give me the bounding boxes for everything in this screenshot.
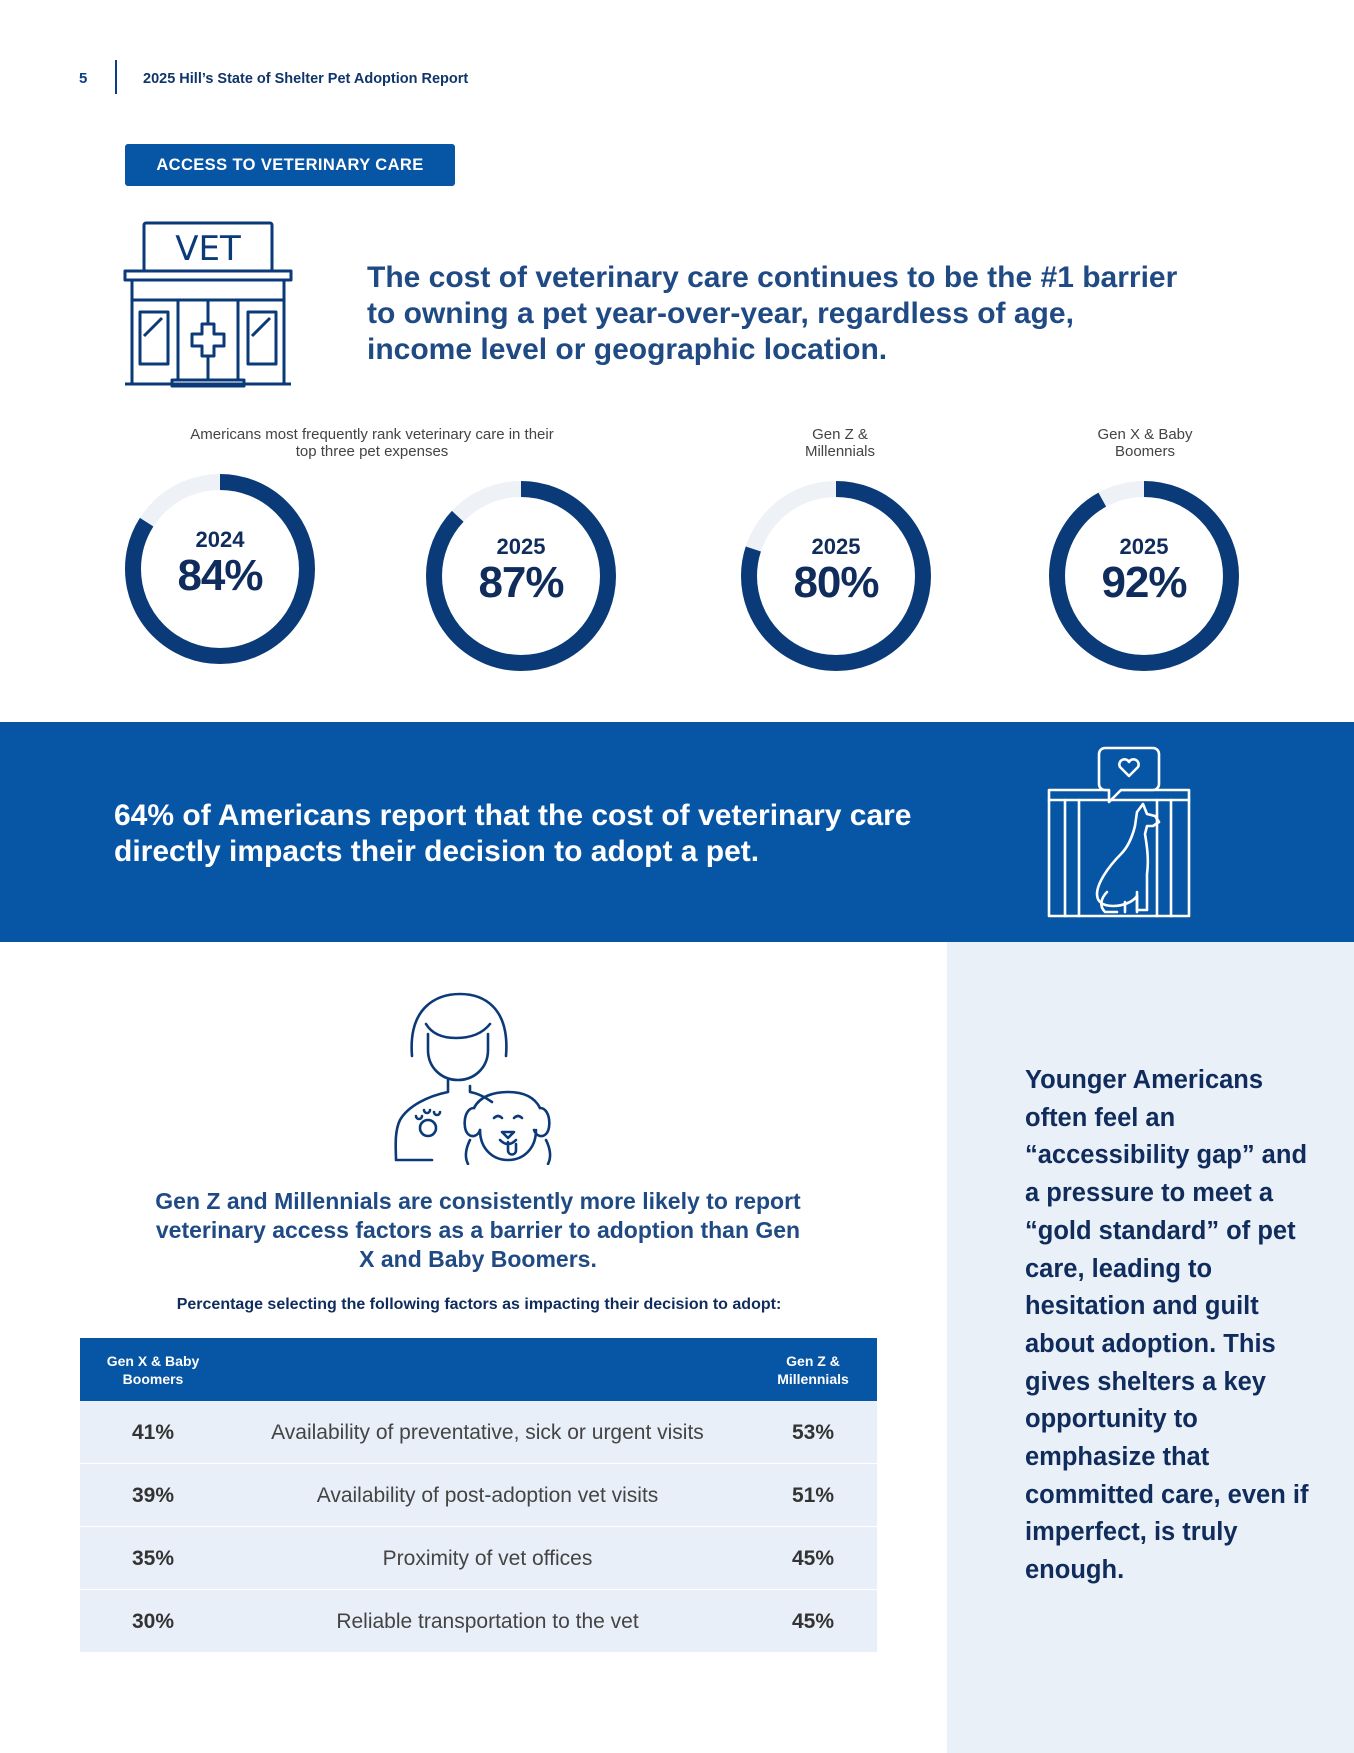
table-header (80, 1338, 877, 1401)
sub-headline: Gen Z and Millennials are consistently more likely to report veterinary access factors as a barrier to adoption than Gen X and Baby Boomers. (155, 1188, 801, 1272)
ring-value: 92% (1101, 558, 1187, 607)
vet-clinic-icon (122, 218, 294, 390)
side-panel-text: Younger Americans often feel an “accessibility gap” and a pressure to meet a “gold standard” of pet care, leading to hesitation and guilt about adoption. This gives shelters a key opportunity to emphasize that committed care, even if imperfect, is truly enough. (1025, 1066, 1309, 1585)
factor-label: Reliable transportation to the vet (336, 1610, 639, 1633)
ring-chart-2025-gen-z (736, 476, 936, 676)
gen-z-value: 53% (791, 1421, 835, 1444)
table-head-gen-x: Gen X & Baby Boomers (106, 1353, 200, 1387)
ring-value: 87% (478, 558, 564, 607)
table-row (80, 1401, 877, 1464)
section-tag: ACCESS TO VETERINARY CARE (125, 144, 455, 186)
ring-value: 84% (177, 551, 263, 600)
factor-label: Proximity of vet offices (382, 1547, 593, 1570)
table-row (80, 1464, 877, 1527)
ring-value: 80% (793, 558, 879, 607)
banner-text: 64% of Americans report that the cost of veterinary care directly impacts their decision to adopt a pet. (114, 799, 912, 868)
ring-caption-americans: Americans most frequently rank veterinary care in their top three pet expenses (190, 426, 554, 460)
report-title: 2025 Hill’s State of Shelter Pet Adoption Report (143, 71, 469, 87)
ring-year: 2025 (811, 534, 861, 559)
table-row (80, 1527, 877, 1590)
ring-chart-2025-gen-x (1044, 476, 1244, 676)
ring-year: 2024 (195, 527, 245, 552)
table-row (80, 1590, 877, 1653)
ring-caption-gen-z: Gen Z & Millennials (804, 426, 876, 460)
factor-label: Availability of preventative, sick or urgent visits (271, 1421, 704, 1444)
ring-caption-gen-x: Gen X & Baby Boomers (1097, 426, 1193, 460)
svg-text:VET: VET (175, 229, 241, 269)
factor-table (80, 1338, 877, 1653)
person-with-dog-icon (390, 990, 565, 1165)
headline: The cost of veterinary care continues to be the #1 barrier to owning a pet year-over-year, regardless of age, income level or geographic location. (367, 261, 1178, 366)
gen-z-value: 51% (791, 1484, 835, 1507)
ring-chart-2024 (120, 469, 320, 669)
factor-label: Availability of post-adoption vet visits (316, 1484, 659, 1507)
header-divider (115, 60, 117, 94)
table-caption: Percentage selecting the following factors as impacting their decision to adopt: (176, 1296, 782, 1313)
gen-z-value: 45% (791, 1547, 835, 1570)
gen-x-value: 35% (131, 1547, 175, 1570)
ring-year: 2025 (1119, 534, 1169, 559)
page-number: 5 (79, 70, 88, 87)
gen-x-value: 39% (131, 1484, 175, 1507)
gen-x-value: 30% (131, 1610, 175, 1633)
table-head-gen-z: Gen Z & Millennials (777, 1353, 849, 1387)
gen-x-value: 41% (131, 1421, 175, 1444)
dog-kennel-heart-icon (1045, 742, 1195, 920)
ring-year: 2025 (496, 534, 546, 559)
ring-chart-2025-all (421, 476, 621, 676)
gen-z-value: 45% (791, 1610, 835, 1633)
